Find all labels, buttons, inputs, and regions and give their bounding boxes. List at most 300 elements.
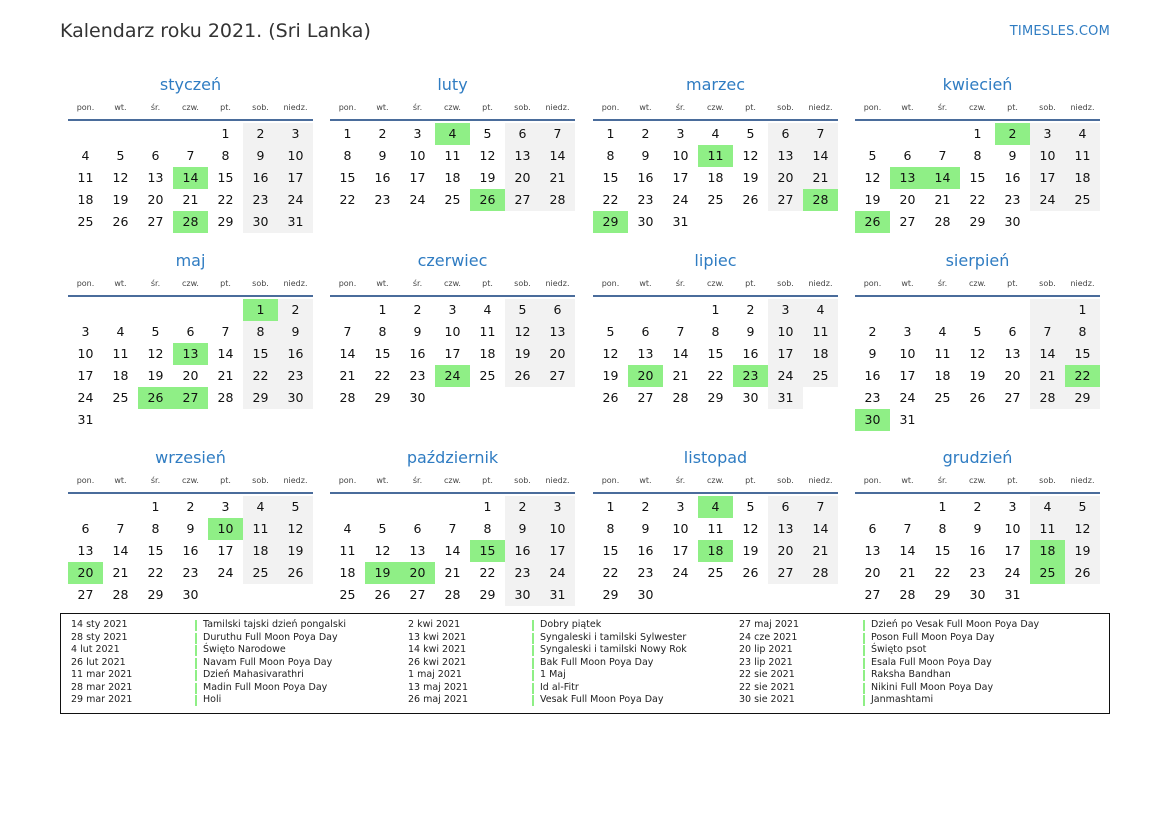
empty-day-cell <box>698 584 733 606</box>
day-cell: 31 <box>278 211 313 233</box>
day-cell: 1 <box>378 302 387 317</box>
holiday-day-cell: 29 <box>593 211 628 233</box>
empty-day-cell <box>663 584 698 606</box>
day-cell: 22 <box>602 565 619 580</box>
day-cell: 3 <box>413 126 422 141</box>
day-cell: 6 <box>1008 324 1017 339</box>
day-cell: 1 <box>938 499 947 514</box>
holiday-day-cell: 18 <box>1030 540 1065 562</box>
day-cell: 3 <box>540 496 575 518</box>
day-cell: 5 <box>151 324 160 339</box>
holiday-day-cell: 4 <box>698 496 733 518</box>
month-rule <box>855 119 1100 121</box>
legend-color-marker <box>195 658 197 669</box>
weekday-label: sob. <box>514 476 531 485</box>
legend-date: 30 sie 2021 <box>739 694 795 705</box>
day-cell: 2 <box>413 302 422 317</box>
day-cell: 21 <box>540 167 575 189</box>
weekday-label: pt. <box>745 476 756 485</box>
day-cell: 19 <box>278 540 313 562</box>
legend-holiday-name: Dzień Mahasivarathri <box>203 669 304 680</box>
month-rule <box>330 295 575 297</box>
holiday-day-cell: 13 <box>173 343 208 365</box>
day-cell: 30 <box>637 587 654 602</box>
day-cell: 25 <box>444 192 461 207</box>
month-block <box>855 447 1100 606</box>
day-cell: 3 <box>1030 123 1065 145</box>
day-cell: 28 <box>217 390 234 405</box>
day-cell: 29 <box>374 390 391 405</box>
day-cell: 4 <box>343 521 352 536</box>
day-cell: 13 <box>1004 346 1021 361</box>
day-cell: 1 <box>606 499 615 514</box>
day-cell: 6 <box>768 123 803 145</box>
day-cell: 9 <box>1008 148 1017 163</box>
week-row <box>68 321 313 343</box>
day-cell: 16 <box>637 170 654 185</box>
month-block <box>68 250 313 431</box>
day-cell: 1 <box>221 126 230 141</box>
day-cell: 22 <box>374 368 391 383</box>
day-cell: 30 <box>505 584 540 606</box>
day-cell: 22 <box>707 368 724 383</box>
month-name: maj <box>175 251 206 270</box>
legend-item <box>739 644 1069 657</box>
day-cell: 10 <box>1030 145 1065 167</box>
legend-color-marker <box>863 695 865 706</box>
day-cell: 15 <box>217 170 234 185</box>
day-cell: 18 <box>77 192 94 207</box>
day-cell: 26 <box>278 562 313 584</box>
day-cell: 20 <box>147 192 164 207</box>
weekday-header <box>593 473 838 489</box>
legend-holiday-name: Raksha Bandhan <box>871 669 951 680</box>
week-row <box>330 518 575 540</box>
day-cell: 12 <box>374 543 391 558</box>
empty-day-cell <box>925 299 960 321</box>
legend-color-marker <box>863 670 865 681</box>
legend-color-marker <box>863 620 865 631</box>
day-cell: 19 <box>864 192 881 207</box>
legend-holiday-name: Dobry piątek <box>540 619 602 630</box>
weekday-label: pt. <box>220 476 231 485</box>
holiday-day-cell: 30 <box>855 409 890 431</box>
holiday-day-cell: 26 <box>138 387 173 409</box>
weekday-label: sob. <box>1039 279 1056 288</box>
empty-day-cell <box>1065 584 1100 606</box>
week-row <box>330 167 575 189</box>
month-block <box>330 250 575 409</box>
empty-day-cell <box>68 123 103 145</box>
day-cell: 22 <box>479 565 496 580</box>
weekday-label: sob. <box>252 279 269 288</box>
day-cell: 20 <box>505 167 540 189</box>
empty-day-cell <box>733 584 768 606</box>
day-cell: 14 <box>672 346 689 361</box>
day-cell: 7 <box>1030 321 1065 343</box>
legend-holiday-name: Bak Full Moon Poya Day <box>540 656 654 668</box>
day-cell: 24 <box>77 390 94 405</box>
day-cell: 22 <box>934 565 951 580</box>
day-cell: 5 <box>483 126 492 141</box>
day-cell: 10 <box>672 148 689 163</box>
day-cell: 20 <box>182 368 199 383</box>
holiday-day-cell: 14 <box>925 167 960 189</box>
day-cell: 10 <box>444 324 461 339</box>
day-cell: 17 <box>768 343 803 365</box>
month-rule <box>855 492 1100 494</box>
legend-color-marker <box>195 633 197 644</box>
week-row <box>330 343 575 365</box>
empty-day-cell <box>768 211 803 233</box>
day-cell: 16 <box>505 540 540 562</box>
legend-item <box>408 632 738 645</box>
day-cell: 16 <box>278 343 313 365</box>
site-link[interactable]: TIMESLES.COM <box>1009 24 1110 39</box>
weekday-label: pon. <box>601 103 620 112</box>
day-cell: 19 <box>147 368 164 383</box>
day-cell: 23 <box>505 562 540 584</box>
weekday-label: wt. <box>901 279 914 288</box>
day-cell: 15 <box>1065 343 1100 365</box>
legend-holiday-name: Janmashtami <box>871 694 934 705</box>
weekday-label: pon. <box>76 103 95 112</box>
weekday-label: sob. <box>1039 476 1056 485</box>
weekday-label: wt. <box>639 279 652 288</box>
day-cell: 22 <box>602 192 619 207</box>
day-cell: 18 <box>479 346 496 361</box>
day-cell: 28 <box>339 390 356 405</box>
holiday-day-cell: 26 <box>855 211 890 233</box>
legend-date: 13 kwi 2021 <box>408 631 467 643</box>
empty-day-cell <box>330 299 365 321</box>
empty-day-cell <box>278 409 313 431</box>
day-cell: 1 <box>606 126 615 141</box>
day-cell: 12 <box>505 321 540 343</box>
week-row <box>68 189 313 211</box>
day-cell: 28 <box>803 562 838 584</box>
day-cell: 25 <box>707 565 724 580</box>
day-cell: 10 <box>1004 521 1021 536</box>
day-cell: 1 <box>973 126 982 141</box>
day-cell: 30 <box>243 211 278 233</box>
day-cell: 17 <box>540 540 575 562</box>
day-cell: 12 <box>147 346 164 361</box>
weekday-label: wt. <box>114 103 127 112</box>
day-cell: 22 <box>969 192 986 207</box>
empty-day-cell <box>103 496 138 518</box>
day-cell: 13 <box>505 145 540 167</box>
weekday-label: czw. <box>969 476 986 485</box>
month-rule <box>330 119 575 121</box>
day-cell: 29 <box>147 587 164 602</box>
weekday-label: wt. <box>114 476 127 485</box>
day-cell: 31 <box>899 412 916 427</box>
day-cell: 7 <box>221 324 230 339</box>
holiday-day-cell: 26 <box>470 189 505 211</box>
weekday-label: pt. <box>1007 279 1018 288</box>
month-name: czerwiec <box>417 251 488 270</box>
day-cell: 9 <box>746 324 755 339</box>
day-cell: 6 <box>868 521 877 536</box>
week-row <box>330 123 575 145</box>
week-row <box>593 584 838 606</box>
legend-date: 14 kwi 2021 <box>408 644 467 655</box>
day-cell: 18 <box>934 368 951 383</box>
day-cell: 18 <box>803 343 838 365</box>
legend-color-marker <box>195 670 197 681</box>
day-cell: 2 <box>186 499 195 514</box>
legend-holiday-name: Syngaleski i tamilski Sylwester <box>540 631 687 643</box>
week-row <box>68 167 313 189</box>
weekday-label: niedz. <box>1070 103 1095 112</box>
day-cell: 17 <box>278 167 313 189</box>
day-cell: 9 <box>641 148 650 163</box>
week-row <box>855 321 1100 343</box>
day-cell: 11 <box>243 518 278 540</box>
day-cell: 3 <box>676 126 685 141</box>
day-cell: 25 <box>934 390 951 405</box>
day-cell: 10 <box>409 148 426 163</box>
weekday-label: niedz. <box>283 476 308 485</box>
day-cell: 7 <box>116 521 125 536</box>
day-cell: 8 <box>243 321 278 343</box>
holiday-day-cell: 20 <box>68 562 103 584</box>
day-cell: 28 <box>444 587 461 602</box>
day-cell: 10 <box>899 346 916 361</box>
day-cell: 8 <box>151 521 160 536</box>
day-cell: 17 <box>1004 543 1021 558</box>
weekday-label: sob. <box>777 279 794 288</box>
empty-day-cell <box>995 409 1030 431</box>
empty-day-cell <box>803 584 838 606</box>
empty-day-cell <box>855 496 890 518</box>
day-cell: 14 <box>803 518 838 540</box>
weekday-label: czw. <box>182 279 199 288</box>
weekday-label: niedz. <box>545 103 570 112</box>
day-cell: 30 <box>637 214 654 229</box>
empty-day-cell <box>1030 584 1065 606</box>
month-name: lipiec <box>694 251 737 270</box>
day-cell: 23 <box>409 368 426 383</box>
day-cell: 4 <box>711 126 720 141</box>
day-cell: 31 <box>768 387 803 409</box>
holiday-day-cell: 19 <box>365 562 400 584</box>
weekday-label: niedz. <box>808 103 833 112</box>
legend-date: 24 cze 2021 <box>739 631 798 643</box>
month-name: listopad <box>683 448 748 467</box>
week-row <box>330 540 575 562</box>
legend-color-marker <box>532 695 534 706</box>
weekday-label: czw. <box>444 103 461 112</box>
day-cell: 7 <box>343 324 352 339</box>
weekday-label: pon. <box>601 476 620 485</box>
day-cell: 19 <box>742 543 759 558</box>
day-cell: 15 <box>602 543 619 558</box>
day-cell: 11 <box>444 148 461 163</box>
day-cell: 23 <box>278 365 313 387</box>
day-cell: 27 <box>637 390 654 405</box>
holiday-day-cell: 23 <box>733 365 768 387</box>
week-row <box>855 365 1100 387</box>
month-name: styczeń <box>159 75 222 94</box>
day-cell: 4 <box>938 324 947 339</box>
legend-color-marker <box>863 633 865 644</box>
week-row <box>68 299 313 321</box>
day-cell: 4 <box>81 148 90 163</box>
month-name: październik <box>406 448 499 467</box>
holiday-day-cell: 20 <box>400 562 435 584</box>
day-cell: 5 <box>868 148 877 163</box>
day-cell: 24 <box>1030 189 1065 211</box>
week-row <box>68 145 313 167</box>
day-cell: 8 <box>973 148 982 163</box>
day-cell: 26 <box>742 192 759 207</box>
weekday-label: czw. <box>182 476 199 485</box>
day-cell: 12 <box>864 170 881 185</box>
day-cell: 8 <box>711 324 720 339</box>
weekday-label: czw. <box>707 476 724 485</box>
day-cell: 9 <box>378 148 387 163</box>
day-cell: 23 <box>637 565 654 580</box>
day-cell: 23 <box>969 565 986 580</box>
legend-date: 26 maj 2021 <box>408 694 469 705</box>
legend-color-marker <box>195 645 197 656</box>
day-cell: 24 <box>217 565 234 580</box>
week-row <box>855 211 1100 233</box>
day-cell: 9 <box>505 518 540 540</box>
day-cell: 19 <box>742 170 759 185</box>
legend-holiday-name: Święto Narodowe <box>203 644 286 655</box>
empty-day-cell <box>960 299 995 321</box>
day-cell: 20 <box>899 192 916 207</box>
day-cell: 7 <box>186 148 195 163</box>
day-cell: 8 <box>221 148 230 163</box>
weekday-label: niedz. <box>545 279 570 288</box>
weekday-label: niedz. <box>1070 476 1095 485</box>
week-row <box>593 123 838 145</box>
weekday-label: pon. <box>863 103 882 112</box>
day-cell: 7 <box>676 324 685 339</box>
week-row <box>330 496 575 518</box>
day-cell: 12 <box>479 148 496 163</box>
week-row <box>855 496 1100 518</box>
day-cell: 11 <box>803 321 838 343</box>
day-cell: 24 <box>540 562 575 584</box>
week-row <box>68 496 313 518</box>
empty-day-cell <box>803 211 838 233</box>
week-row <box>330 584 575 606</box>
legend-item <box>71 644 401 657</box>
weekday-label: niedz. <box>545 476 570 485</box>
day-cell: 27 <box>147 214 164 229</box>
weekday-label: śr. <box>412 103 423 112</box>
holiday-day-cell: 2 <box>995 123 1030 145</box>
month-rule <box>68 492 313 494</box>
day-cell: 23 <box>637 192 654 207</box>
weekday-label: śr. <box>150 103 161 112</box>
legend-color-marker <box>532 633 534 644</box>
weekday-header <box>593 276 838 292</box>
day-cell: 6 <box>768 496 803 518</box>
day-cell: 18 <box>1065 167 1100 189</box>
legend-date: 28 mar 2021 <box>71 681 133 693</box>
empty-day-cell <box>890 299 925 321</box>
day-cell: 28 <box>1030 387 1065 409</box>
empty-day-cell <box>593 299 628 321</box>
day-cell: 6 <box>151 148 160 163</box>
empty-day-cell <box>540 387 575 409</box>
day-cell: 14 <box>112 543 129 558</box>
empty-day-cell <box>208 299 243 321</box>
day-cell: 1 <box>151 499 160 514</box>
holiday-day-cell: 24 <box>435 365 470 387</box>
legend-holiday-name: Holi <box>203 694 222 705</box>
day-cell: 27 <box>409 587 426 602</box>
day-cell: 7 <box>803 496 838 518</box>
holiday-day-cell: 28 <box>803 189 838 211</box>
legend-date: 29 mar 2021 <box>71 694 133 705</box>
day-cell: 11 <box>479 324 496 339</box>
legend-item <box>71 632 401 645</box>
day-cell: 17 <box>77 368 94 383</box>
weekday-label: śr. <box>937 279 948 288</box>
day-cell: 13 <box>637 346 654 361</box>
legend-date: 22 sie 2021 <box>739 681 795 693</box>
day-cell: 3 <box>221 499 230 514</box>
day-cell: 2 <box>746 302 755 317</box>
weekday-header <box>330 473 575 489</box>
week-row <box>855 343 1100 365</box>
empty-day-cell <box>855 123 890 145</box>
weekday-label: śr. <box>675 476 686 485</box>
legend-item <box>71 669 401 682</box>
day-cell: 21 <box>803 540 838 562</box>
day-cell: 30 <box>182 587 199 602</box>
week-row <box>855 409 1100 431</box>
day-cell: 27 <box>899 214 916 229</box>
day-cell: 25 <box>77 214 94 229</box>
day-cell: 4 <box>483 302 492 317</box>
weekday-label: pt. <box>220 103 231 112</box>
empty-day-cell <box>803 387 838 409</box>
day-cell: 30 <box>969 587 986 602</box>
legend-item <box>71 682 401 695</box>
weekday-label: pt. <box>745 103 756 112</box>
month-block <box>593 250 838 409</box>
weekday-label: niedz. <box>283 103 308 112</box>
month-name: grudzień <box>942 448 1013 467</box>
legend-date: 4 lut 2021 <box>71 644 120 655</box>
day-cell: 20 <box>768 540 803 562</box>
holiday-day-cell: 22 <box>1065 365 1100 387</box>
day-cell: 22 <box>217 192 234 207</box>
weekday-header <box>855 100 1100 116</box>
weekday-label: czw. <box>444 279 461 288</box>
day-cell: 11 <box>77 170 94 185</box>
empty-day-cell <box>733 211 768 233</box>
legend-item <box>71 657 401 670</box>
day-cell: 21 <box>1030 365 1065 387</box>
legend-date: 22 sie 2021 <box>739 669 795 680</box>
day-cell: 26 <box>742 565 759 580</box>
day-cell: 24 <box>672 192 689 207</box>
day-cell: 24 <box>899 390 916 405</box>
day-cell: 9 <box>973 521 982 536</box>
day-cell: 12 <box>602 346 619 361</box>
weekday-label: czw. <box>707 279 724 288</box>
weekday-label: pt. <box>1007 476 1018 485</box>
